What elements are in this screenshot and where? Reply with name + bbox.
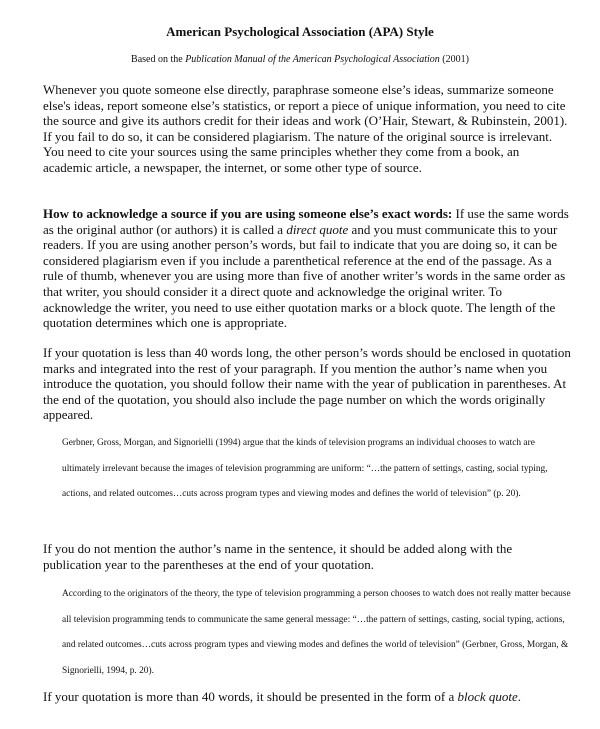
section-heading: How to acknowledge a source if you are using someone else’s exact words: — [43, 206, 453, 221]
paragraph-block-quote — [43, 689, 571, 705]
document-subtitle — [0, 53, 600, 67]
paragraph-text: If use the same words as the original author (or authors) it is called a — [43, 206, 569, 237]
subtitle-prefix: Based on the — [131, 54, 186, 65]
example-quote-1: Gerbner, Gross, Morgan, and Signorielli (1994) argue that the kinds of television programs an individual chooses to watch are ultimately irrelevant because the images of television programming are uniform: “…the pattern of settings, casting, social typing, actions, and related outcomes…cuts across program types and viewing modes and defines the world of television” (p. 20). — [62, 438, 548, 500]
direct-quote-term: direct quote — [286, 221, 349, 237]
paragraph-intro: Whenever you quote someone else directly, paraphrase someone else’s ideas, summarize someone else's ideas, report someone else’s statistics, or report a piece of unique information, you need to cite the source and give its authors credit for their ideas and work (O’Hair, Stewart, & Rubinstein, 2001). If you fail to do so, it can be considered plagiarism. The nature of the original source is irrelevant. You need to cite your sources using the same principles whether they come from a book, an academic article, a newspaper, the internet, or some other type of source. — [43, 82, 568, 175]
paragraph-short-quote: If your quotation is less than 40 words long, the other person’s words should be enclosed in quotation marks and integrated into the rest of your paragraph. If you mention the author’s name when you introduce the quotation, you should follow their name with the year of publication in parentheses. At the end of the quotation, you should also include the page number on which the words originally appeared. — [43, 345, 571, 423]
paragraph-exact-words — [43, 206, 571, 331]
paragraph-end: . — [517, 689, 522, 704]
block-quote-term: block quote — [457, 689, 518, 704]
example-quote-2: According to the originators of the theory, the type of television programming a person chooses to watch does not really matter because all television programming tends to communicate the same general message: “…the pattern of settings, casting, social typing, actions, and related outcomes…cuts across program types and viewing modes and defines the world of television” (Gerbner, Gross, Morgan, & Signorielli, 1994, p. 20). — [62, 589, 571, 676]
paragraph-text: If your quotation is more than 40 words, it should be presented in the form of a — [43, 689, 458, 704]
document-title: American Psychological Association (APA) Style — [166, 24, 434, 39]
subtitle-year: (2001) — [439, 54, 469, 65]
paragraph-no-author: If you do not mention the author’s name in the sentence, it should be added along with the publication year to the parentheses at the end of your quotation. — [43, 541, 513, 572]
subtitle-book-title: Publication Manual of the American Psychological Association — [185, 54, 440, 65]
paragraph-text: and you must communicate this to your readers. If you are using another person’s words, but fail to indicate that you are doing so, it can be considered plagiarism even if you include a parenthetical reference at the end of the passage. As a rule of thumb, whenever you are using more than five of another writer’s words in the same order as that writer, you should consider it a direct quote and acknowledge the original writer. To acknowledge the writer, you need to use either quotation marks or a block quote. The length of the quotation determines which one is appropriate. — [43, 221, 566, 331]
